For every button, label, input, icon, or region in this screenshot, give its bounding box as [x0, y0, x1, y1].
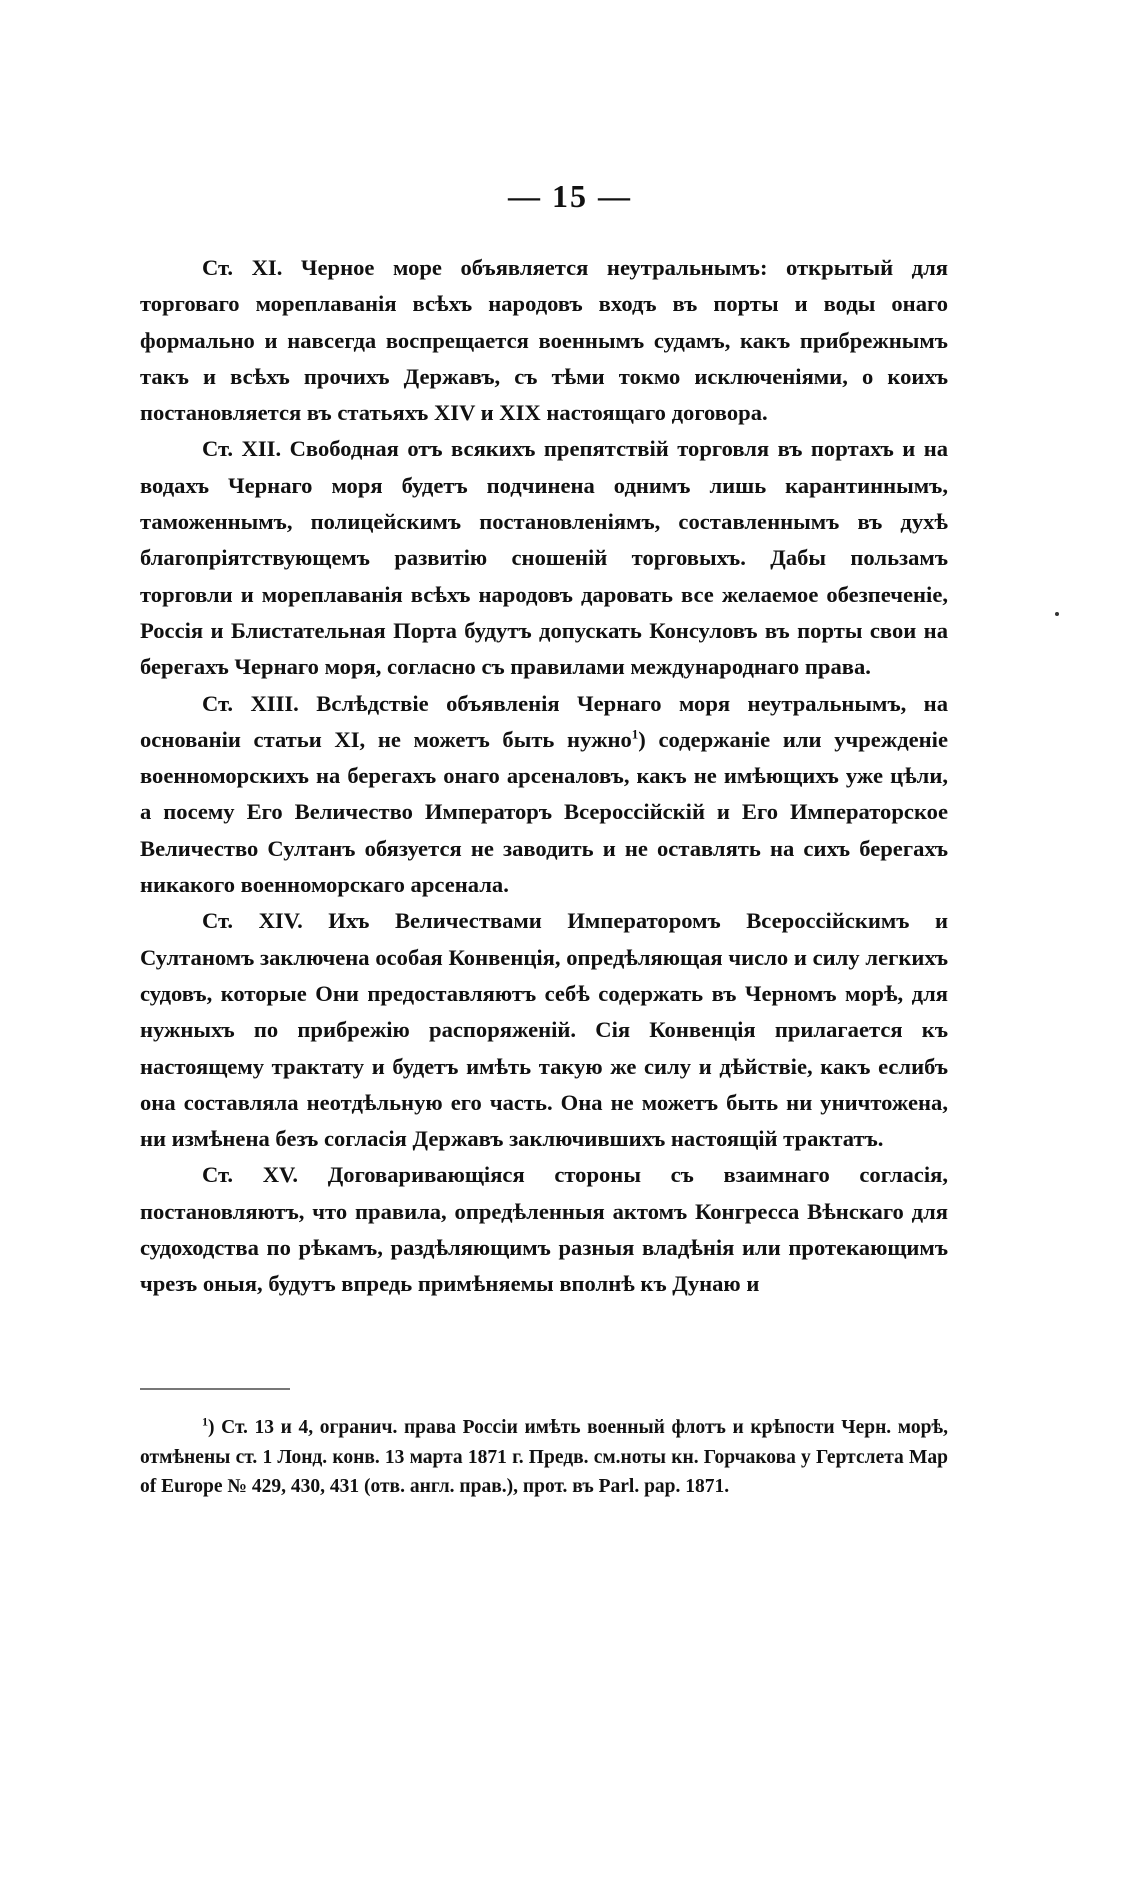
article-xv: [140, 1157, 948, 1302]
article-xi: [140, 250, 948, 431]
article-xii: [140, 431, 948, 685]
footnote: [140, 1413, 948, 1502]
article-text: Вслѣдствіе объявленія Чернаго моря неутральнымъ, на основаніи статьи XI, не можетъ быть нужно: [140, 690, 949, 752]
article-number: Ст. XII.: [202, 436, 282, 462]
article-number: Ст. XI.: [202, 255, 283, 280]
footnote-reference[interactable]: 1: [631, 726, 639, 742]
article-number: Ст. XIII.: [202, 690, 299, 716]
article-text: Ихъ Величествами Императоромъ Всероссійскимъ и Султаномъ заключена особая Конвенція, опредѣляющая число и силу легкихъ судовъ, которые Они предоставляютъ себѣ содержать въ Черномъ морѣ, для нужныхъ по прибрежію распоряженій. Сія Конвенція прилагается къ настоящему трактату и будетъ имѣть такую же силу и дѣйствіе, какъ еслибъ она составляла неотдѣльную его часть. Она не можетъ быть ни уничтожена, ни измѣнена безъ согласія Державъ заключившихъ настоящій трактатъ.: [140, 908, 948, 1152]
page-number: — 15 —: [508, 178, 632, 214]
article-text: Черное море объявляется неутральнымъ: открытый для торговаго мореплаванія всѣхъ народовъ входъ въ порты и воды онаго формально и навсегда воспрещается военнымъ судамъ, какъ прибрежнымъ такъ и всѣхъ прочихъ Державъ, съ тѣми токмо исключеніями, о коихъ постановляется въ статьяхъ XIV и XIX настоящаго договора.: [140, 255, 948, 426]
article-xiv: [140, 903, 948, 1157]
article-text-continued: ) содержаніе или учрежденіе военноморскихъ на берегахъ онаго арсеналовъ, какъ не имѣющихъ уже цѣли, а посему Его Величество Императоръ Всероссійскій и Его Императорское Величество Султанъ обязуется не заводить и не оставлять на сихъ берегахъ никакого военноморскаго арсенала.: [140, 726, 948, 898]
footnote-divider: [140, 1388, 290, 1390]
article-number: Ст. XIV.: [202, 908, 303, 934]
article-text: Свободная отъ всякихъ препятствій торговля въ портахъ и на водахъ Чернаго моря будетъ подчинена однимъ лишь карантиннымъ, таможеннымъ, полицейскимъ постановленіямъ, составленнымъ въ духѣ благопріятствующемъ развитію сношеній торговыхъ. Дабы пользамъ торговли и мореплаванія всѣхъ народовъ даровать все желаемое обезпеченіе, Россія и Блистательная Порта будутъ допускать Консуловъ въ порты свои на берегахъ Чернаго моря, согласно съ правилами международнаго права.: [140, 436, 949, 680]
footnote-mark: 1: [202, 1414, 208, 1429]
body-text: [140, 250, 948, 1303]
article-number: Ст. XV.: [202, 1162, 299, 1188]
article-xiii: [140, 686, 948, 904]
article-text: Договаривающіяся стороны съ взаимнаго согласія, постановляютъ, что правила, опредѣленныя актомъ Конгресса Вѣнскаго для судоходства по рѣкамъ, раздѣляющимъ разныя владѣнія или протекающимъ чрезъ оныя, будутъ впредь примѣняемы вполнѣ къ Дунаю и: [140, 1162, 948, 1297]
footnote-text: ) Ст. 13 и 4, огранич. права Россіи имѣть военный флотъ и крѣпости Черн. морѣ, отмѣнены ст. 1 Лонд. конв. 13 марта 1871 г. Предв. см.ноты кн. Горчакова у Гертслета Map of Europe № 429, 430, 431 (отв. англ. прав.), прот. въ Parl. pap. 1871.: [140, 1417, 948, 1497]
print-speck: [1055, 612, 1059, 616]
